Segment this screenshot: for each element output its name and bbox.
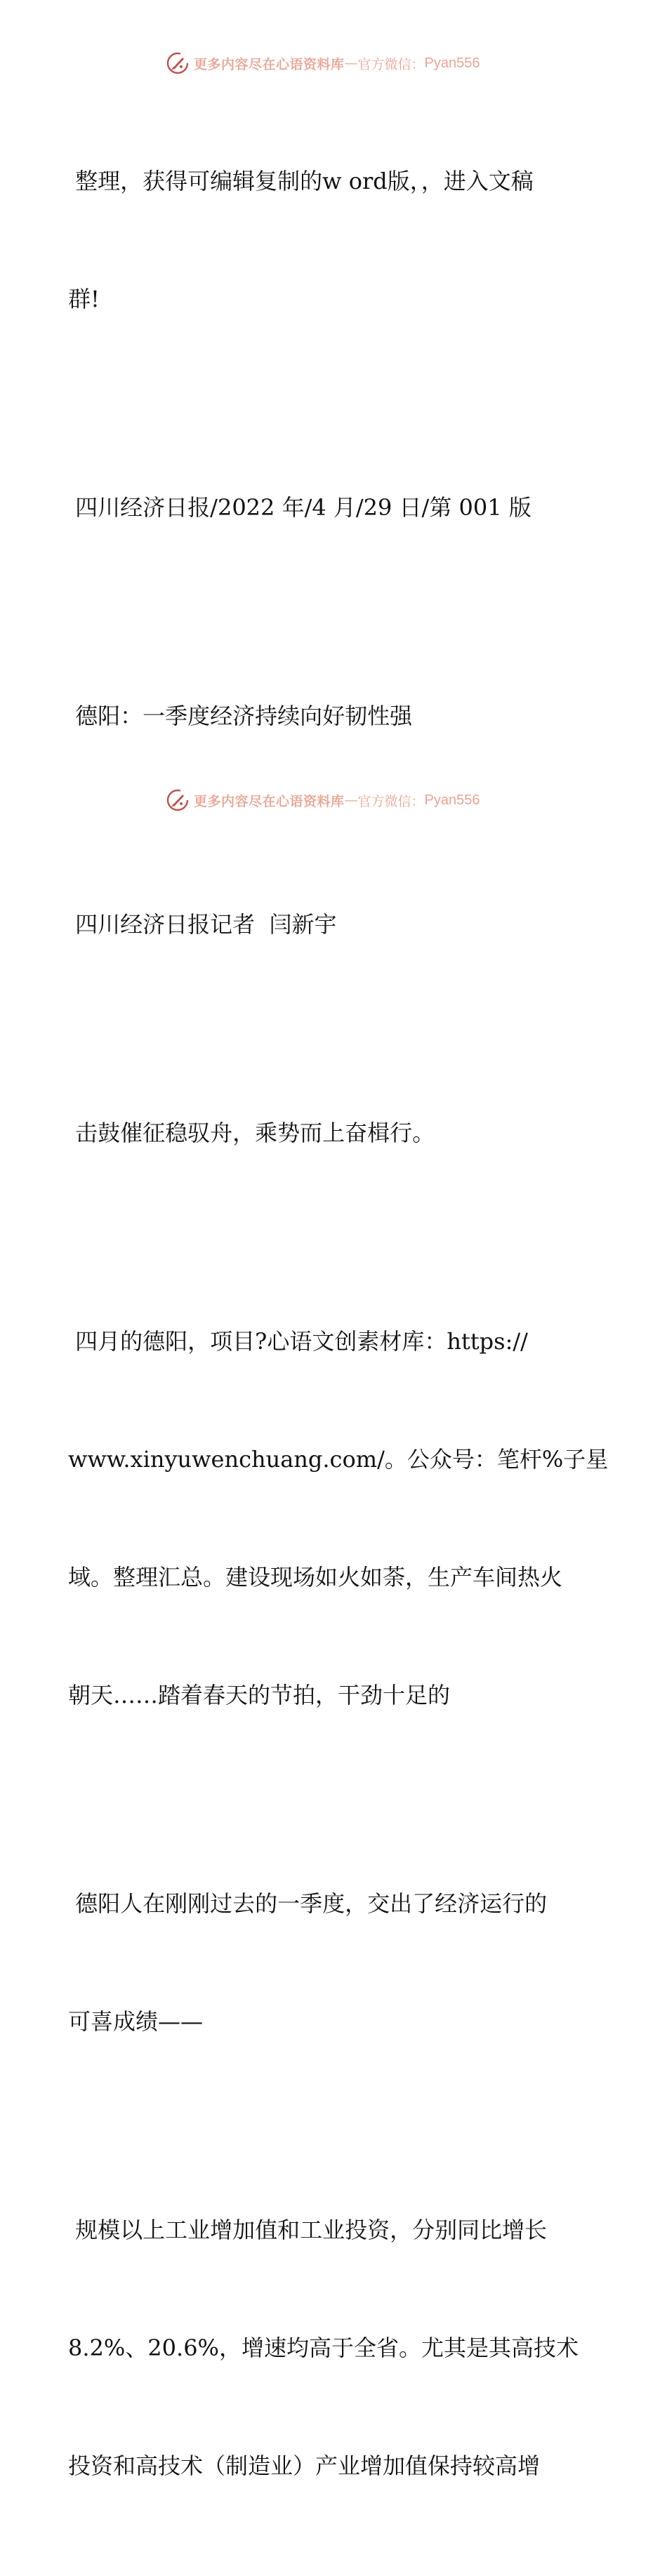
text-line: 可喜成绩—— xyxy=(68,2008,204,2035)
paragraph xyxy=(68,1243,609,1793)
paragraph xyxy=(68,2132,602,2564)
watermark-official-label: 官方微信： xyxy=(357,56,425,72)
text-line: 四川经济日报记者 闫新宇 xyxy=(68,911,337,938)
article-byline xyxy=(68,826,602,1023)
watermark-official-label: 官方微信： xyxy=(357,793,425,809)
header-watermark xyxy=(166,49,480,77)
text-line: 朝天……踏着春天的节拍，干劲十足的 xyxy=(68,1682,451,1708)
text-line: 德阳人在刚刚过去的一季度，交出了经济运行的 xyxy=(68,1890,548,1917)
text-line: www.xinyuwenchuang.com/。公众号：笔杆%子星 xyxy=(68,1446,609,1473)
document-body xyxy=(68,83,609,2576)
watermark-wechat-id: Pyan556 xyxy=(424,792,480,808)
text-line: 击鼓催征稳驭舟，乘势而上奋楫行。 xyxy=(68,1120,435,1146)
text-line: 德阳：一季度经济持续向好韧性强 xyxy=(68,703,413,729)
paragraph xyxy=(68,1035,602,1231)
footer-watermark xyxy=(166,786,480,814)
text-line: 规模以上工业增加值和工业投资，分别同比增长 xyxy=(68,2217,548,2243)
newspaper-source xyxy=(68,409,602,606)
watermark-dash: — xyxy=(344,55,358,71)
paragraph xyxy=(68,83,602,397)
watermark-title: 更多内容尽在心语资料库 xyxy=(194,793,345,809)
text-line: 群! xyxy=(68,286,100,312)
watermark-wechat-id: Pyan556 xyxy=(424,55,480,71)
text-line: 四月的德阳，项目?心语文创素材库：https:// xyxy=(68,1328,528,1355)
text-line: 8.2%、20.6%，增速均高于全省。尤其是其高技术 xyxy=(68,2335,579,2361)
paragraph xyxy=(68,1805,602,2120)
text-line: 整理，获得可编辑复制的w ord版，，进入文稿 xyxy=(68,168,534,194)
quill-logo-icon xyxy=(166,788,190,812)
text-line: 四川经济日报/2022 年/4 月/29 日/第 001 版 xyxy=(68,494,531,521)
watermark-dash: — xyxy=(344,792,358,808)
text-line: 域。整理汇总。建设现场如火如荼，生产车间热火 xyxy=(68,1564,563,1591)
watermark-title: 更多内容尽在心语资料库 xyxy=(194,56,345,72)
article-headline xyxy=(68,618,602,814)
text-line: 投资和高技术（制造业）产业增加值保持较高增 xyxy=(68,2452,541,2479)
quill-logo-icon xyxy=(166,51,190,75)
